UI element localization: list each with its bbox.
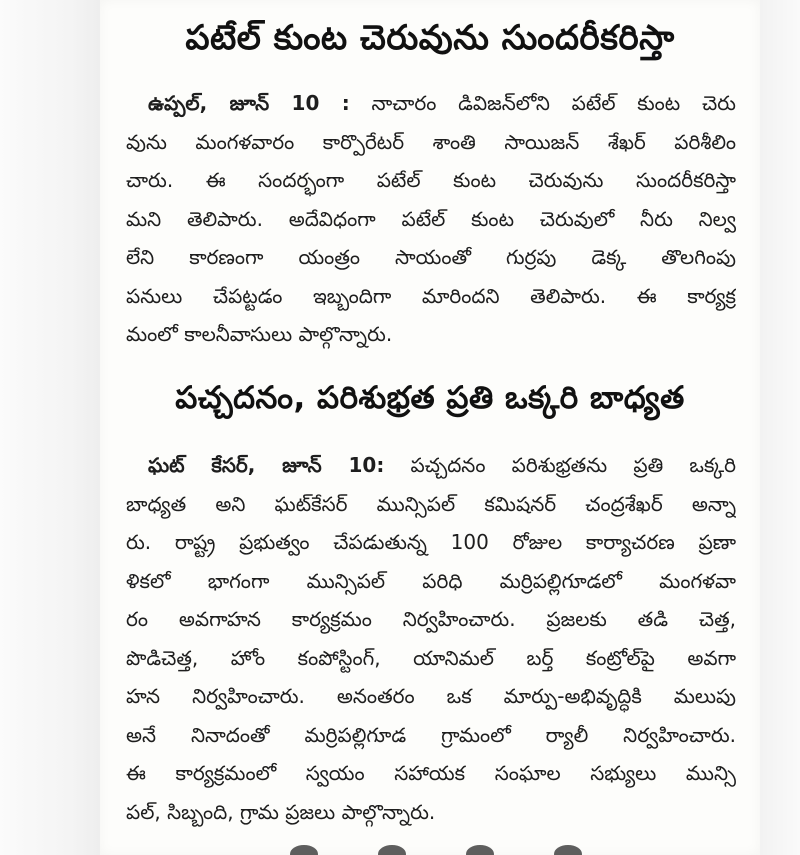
article1-headline: పటేల్ కుంట చెరువును సుందరీకరిస్తా <box>185 18 675 58</box>
article1-dateline: ఉప్పల్, జూన్ 10 : <box>148 91 350 115</box>
article2-line-8: అనే నినాదంతో మర్రిపల్లిగూడ గ్రామంలో ర్యాలీ నిర్వహించారు. <box>126 722 736 747</box>
article2-line-1 <box>126 446 736 485</box>
article2-line-6: పొడిచెత్త, హోం కంపోస్టింగ్, యానిమల్ బర్త్ కంట్రోల్‌పై అవగా <box>126 645 736 670</box>
article1-line-3: చారు. ఈ సందర్భంగా పటేల్ కుంట చెరువును సుందరీకరిస్తా <box>126 168 736 192</box>
article2-line-10: పల్, సిబ్బంది, గ్రామ ప్రజలు పాల్గొన్నారు. <box>126 799 436 824</box>
article2-line-3: రు. రాష్ట్ర ప్రభుత్వం చేపడుతున్న 100 రోజుల కార్యాచరణ ప్రణా <box>126 530 736 554</box>
article1-line-4: మని తెలిపారు. అదేవిధంగా పటేల్ కుంట చెరువులో నీరు నిల్వ <box>126 206 736 231</box>
article2-line-9: ఈ కార్యక్రమంలో స్వయం సహాయక సంఘాల సభ్యులు మున్సి <box>126 761 736 785</box>
cut-glyph-3 <box>466 845 494 855</box>
article2-dateline: ఘట్ కేసర్, జూన్ 10: <box>148 453 385 477</box>
cut-glyph-1 <box>290 845 318 855</box>
article2-body <box>126 446 736 831</box>
cut-glyph-4 <box>554 845 582 855</box>
article1-line-5: లేని కారణంగా యంత్రం సాయంతో గుర్రపు డెక్క తొలగింపు <box>126 245 736 269</box>
scan-right-margin <box>760 0 800 855</box>
article1-line-2: వును మంగళవారం కార్పొరేటర్ శాంతి సాయిజన్ శేఖర్ పరిశీలిం <box>126 129 736 154</box>
newspaper-clipping <box>100 0 760 855</box>
article2-line-7: హన నిర్వహించారు. అనంతరం ఒక మార్పు-అభివృద్ధికి మలుపు <box>126 684 736 708</box>
cut-off-next-headline <box>290 845 710 855</box>
article1-line-1-text: నాచారం డివిజన్‌లోని పటేల్ కుంట చెరు <box>371 91 736 115</box>
article1-line-1 <box>126 84 736 123</box>
article2-line-4: ళికలో భాగంగా మున్సిపల్ పరిధి మర్రిపల్లిగూడలో మంగళవా <box>126 568 736 593</box>
article2-line-5: రం అవగాహన కార్యక్రమం నిర్వహించారు. ప్రజలకు తడి చెత్త, <box>126 607 736 631</box>
article2-headline: పచ్చదనం, పరిశుభ్రత ప్రతి ఒక్కరి బాధ్యత <box>175 380 685 416</box>
scan-left-margin <box>0 0 100 855</box>
article1-line-7: మంలో కాలనీవాసులు పాల్గొన్నారు. <box>126 322 393 346</box>
cut-glyph-2 <box>378 845 406 855</box>
article2-line-2: బాధ్యత అని ఘట్‌కేసర్ మున్సిపల్ కమిషనర్ చంద్రశేఖర్ అన్నా <box>126 491 736 516</box>
article2-line-1-text: పచ్చదనం పరిశుభ్రతను ప్రతి ఒక్కరి <box>410 453 736 477</box>
article1-body <box>126 84 736 354</box>
article1-line-6: పనులు చేపట్టడం ఇబ్బందిగా మారిందని తెలిపారు. ఈ కార్యక్ర <box>126 283 736 308</box>
